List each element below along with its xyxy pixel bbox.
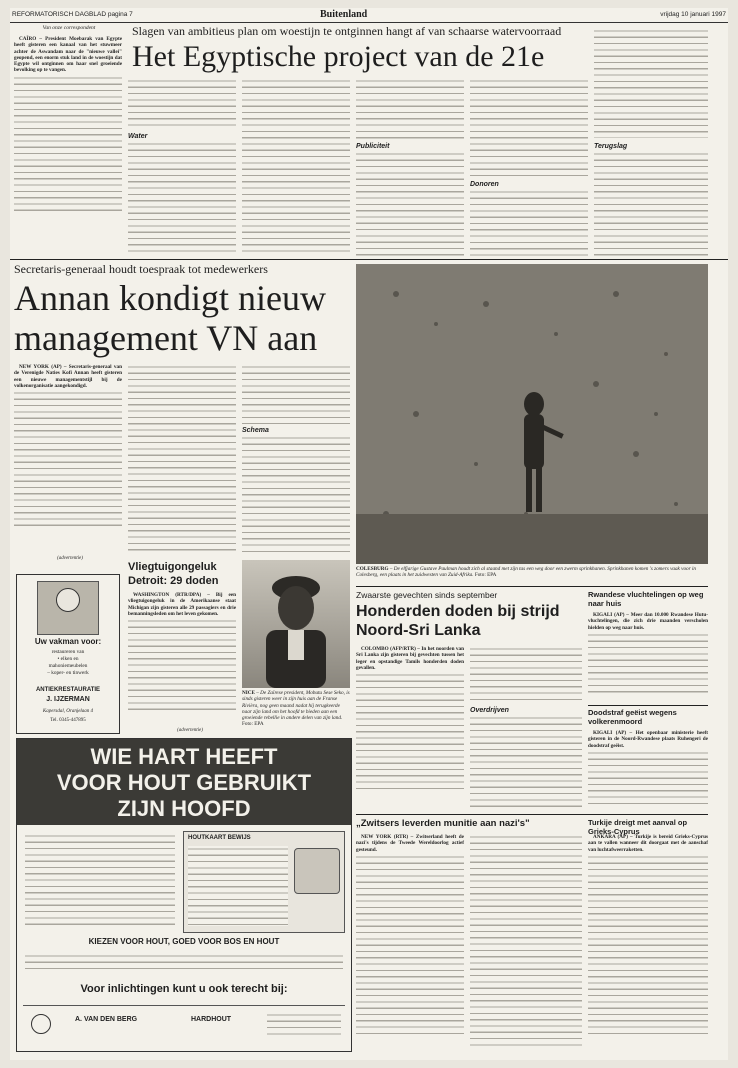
locust-photo xyxy=(356,264,708,564)
doodstraf-lead: KIGALI (AP) – Het openbaar ministerie heeft gisteren in de Noord-Rwandese plaats Ruhengeri de doodstraf geëist. xyxy=(588,730,708,749)
rwanda-column xyxy=(588,612,708,702)
lanka-lead: COLOMBO (AFP/RTR) – In het noorden van Sri Lanka zijn gisteren bij gevechten tussen het leger en opstandige Tamils honderden doden gevallen. xyxy=(356,646,464,671)
egypt-column-4 xyxy=(356,78,464,256)
ad-wie-box-title: HOUTKAART BEWIJS xyxy=(188,835,251,841)
ad-uw-address: Kapersdal, Oranjelaan 4 xyxy=(42,709,94,714)
egypt-kicker: Slagen van ambitieus plan om woestijn te ontginnen hangt af van schaarse watervoorraad xyxy=(132,24,562,38)
egypt-headline: Het Egyptische project van de 21e xyxy=(132,40,545,73)
ad-wie-line3: ZIJN HOOFD xyxy=(117,796,251,821)
annan-column-2 xyxy=(128,364,236,554)
clock-illustration xyxy=(37,581,99,635)
divider-under-photo xyxy=(356,586,708,587)
egypt-sub-terugslag: Terugslag xyxy=(594,143,628,150)
annan-headline-line2: management VN aan xyxy=(14,318,318,358)
annan-sub-schema: Schema xyxy=(242,427,269,434)
lanka-column-1 xyxy=(356,646,464,810)
annan-column-1 xyxy=(14,364,122,554)
locust-caption-label: COLESBURG xyxy=(356,566,389,572)
egypt-column-6a xyxy=(594,28,708,138)
mobutu-photo xyxy=(242,560,350,688)
locust-caption-text: – De elfjarige Gustave Paulman houdt zich al staand met zijn tas een weg door een zwerm sprinkhanen. Sprinkhanen komen 's zomers vaak voor in Colesberg, een plaats in het zuidwesten van Zuid-Afrika. xyxy=(356,566,696,579)
ad-wie-slogan: KIEZEN VOOR HOUT, GOED VOOR BOS EN HOUT xyxy=(88,937,280,946)
egypt-sub-water: Water xyxy=(128,133,148,140)
turkije-headline: Turkije dreigt met aanval op Grieks-Cyprus xyxy=(588,818,688,836)
annan-lead: NEW YORK (AP) – Secretaris-generaal van de Verenigde Naties Kofi Annan heeft gisteren een nieuwe managementstijl bij de volkenorganisatie aangekondigd. xyxy=(14,364,122,389)
doodstraf-headline: Doodstraf geëist wegens volkerenmoord xyxy=(588,708,677,726)
dealer-logo-icon xyxy=(31,1014,51,1034)
locust-caption xyxy=(356,566,708,586)
mobutu-portrait xyxy=(242,560,350,688)
egypt-byline: Van onze correspondent xyxy=(42,25,96,31)
divider-zwitsers xyxy=(356,814,708,815)
lanka-sub-overdrijven: Overdrijven xyxy=(470,707,509,714)
ad-uw-item: – koper- en tinwerk xyxy=(47,670,89,676)
ad-wie-firm2: HARDHOUT xyxy=(191,1016,232,1023)
egypt-column-6b xyxy=(594,140,708,256)
ad-wie-line2: VOOR HOUT GEBRUIKT xyxy=(56,770,312,795)
rwanda-lead: KIGALI (AP) – Meer dan 10.000 Rwandese Hutu-vluchtelingen, die zich drie maanden verscholen hielden op weg naar huis. xyxy=(588,612,708,631)
ad-uw-item: mahoniemeubelen xyxy=(48,663,88,669)
egypt-column-3 xyxy=(242,78,350,256)
zwitsers-column-2 xyxy=(470,834,582,1050)
egypt-column-1 xyxy=(14,36,122,256)
header-left: REFORMATORISCH DAGBLAD pagina 7 xyxy=(12,11,133,18)
lanka-column-2 xyxy=(470,646,582,810)
ad-uw-item: • elken en xyxy=(57,656,79,662)
newspaper-page xyxy=(10,8,728,1060)
ad-wie-firm: A. VAN DEN BERG xyxy=(75,1016,138,1023)
ad-uw-item: restaureren van xyxy=(51,649,85,655)
divider-rwanda xyxy=(588,705,708,706)
vlieg-column xyxy=(128,592,236,726)
egypt-body-text xyxy=(14,75,122,213)
mobutu-caption-label: NICE xyxy=(242,690,255,696)
annan-column-3 xyxy=(242,364,350,554)
vlieg-lead: WASHINGTON (RTR/DPA) – Bij een vliegtuigongeluk in de Amerikaanse staat Michigan zijn gisteren alle 29 passagiers en drie bemanningsleden om het leven gekomen. xyxy=(128,592,236,617)
clock-icon xyxy=(56,588,80,612)
wood-campaign-ad xyxy=(16,738,352,1052)
ad-wie-text-left xyxy=(25,833,175,927)
ad-wie-box xyxy=(183,831,345,933)
zwitsers-headline: „Zwitsers leverden munitie aan nazi's" xyxy=(356,818,530,829)
annan-kicker: Secretaris-generaal houdt toespraak tot medewerkers xyxy=(14,262,268,276)
mobutu-caption xyxy=(242,690,350,730)
egypt-column-2 xyxy=(128,78,236,256)
lanka-headline: Honderden doden bij strijd Noord-Sri Lanka xyxy=(356,603,560,639)
egypt-sub-donoren: Donoren xyxy=(470,181,499,188)
ad-wie-dealer-row xyxy=(23,1005,345,1046)
ad-uw-items xyxy=(19,649,117,683)
rwanda-headline: Rwandese vluchtelingen op weg naar huis xyxy=(588,590,704,608)
ad-wie-line1: WIE HART HEEFT xyxy=(90,744,278,769)
egypt-sub-publiciteit: Publiciteit xyxy=(356,143,390,150)
turkije-lead: ANKARA (AP) – Turkije is bereid Grieks-Cyprus aan te vallen wanneer dit doorgaat met de aanschaf van luchtafweerraketten. xyxy=(588,834,708,853)
antique-restoration-ad xyxy=(16,574,120,734)
lanka-kicker: Zwaarste gevechten sinds september xyxy=(356,590,498,600)
ad-wie-small-print xyxy=(25,953,343,973)
turkije-column xyxy=(588,834,708,1050)
egypt-lead: CAÏRO – President Moebarak van Egypte heeft gisteren een kanaal van het stuwmeer achter de Aswandam naar de "nieuwe vallei" geopend, een enorm stuk land in de woestijn dat Egypte wil ontginnen om haar snel groeiende bevolking op te vangen. xyxy=(14,36,122,74)
doodstraf-column xyxy=(588,730,708,810)
zwitsers-lead: NEW YORK (RTR) – Zwitserland heeft de nazi's tijdens de Tweede Wereldoorlog actief gesteund. xyxy=(356,834,464,853)
ad-wie-info: Voor inlichtingen kunt u ook terecht bij: xyxy=(80,983,288,995)
section-divider xyxy=(10,259,728,260)
locust-photo-image xyxy=(356,264,708,564)
locust-photo-credit: Foto: EPA xyxy=(474,572,497,579)
houtwijzer-logo-icon xyxy=(294,848,340,894)
header-section: Buitenland xyxy=(320,9,368,20)
ad-uw-title: Uw vakman voor: xyxy=(34,637,102,646)
vlieg-advert-tag: (advertentie) xyxy=(177,728,203,733)
header-date: vrijdag 10 januari 1997 xyxy=(660,11,726,18)
vlieg-headline: Vliegtuigongeluk Detroit: 29 doden xyxy=(128,561,219,587)
page-header xyxy=(10,8,728,23)
mobutu-photo-credit: Foto: EPA xyxy=(242,721,264,728)
zwitsers-column-1 xyxy=(356,834,464,1050)
annan-advert-tag: (advertentie) xyxy=(57,556,83,561)
mobutu-caption-text: – De Zaïrese president, Mobutu Sese Seko, is sinds gisteren weer in zijn huis aan de Franse Rivièra, nog geen maand nadat hij terugkeerde naar zijn land om het hoofd te bieden aan een groeiende rebellie in andere delen van zijn land. xyxy=(242,690,350,722)
annan-headline-line1: Annan kondigt nieuw xyxy=(14,278,326,318)
ad-uw-name1: ANTIEKRESTAURATIE xyxy=(35,687,101,693)
ad-uw-name2: J. IJZERMAN xyxy=(46,696,90,703)
egypt-column-5 xyxy=(470,78,588,256)
ad-uw-phone: Tel. 0345-447895 xyxy=(50,718,86,723)
